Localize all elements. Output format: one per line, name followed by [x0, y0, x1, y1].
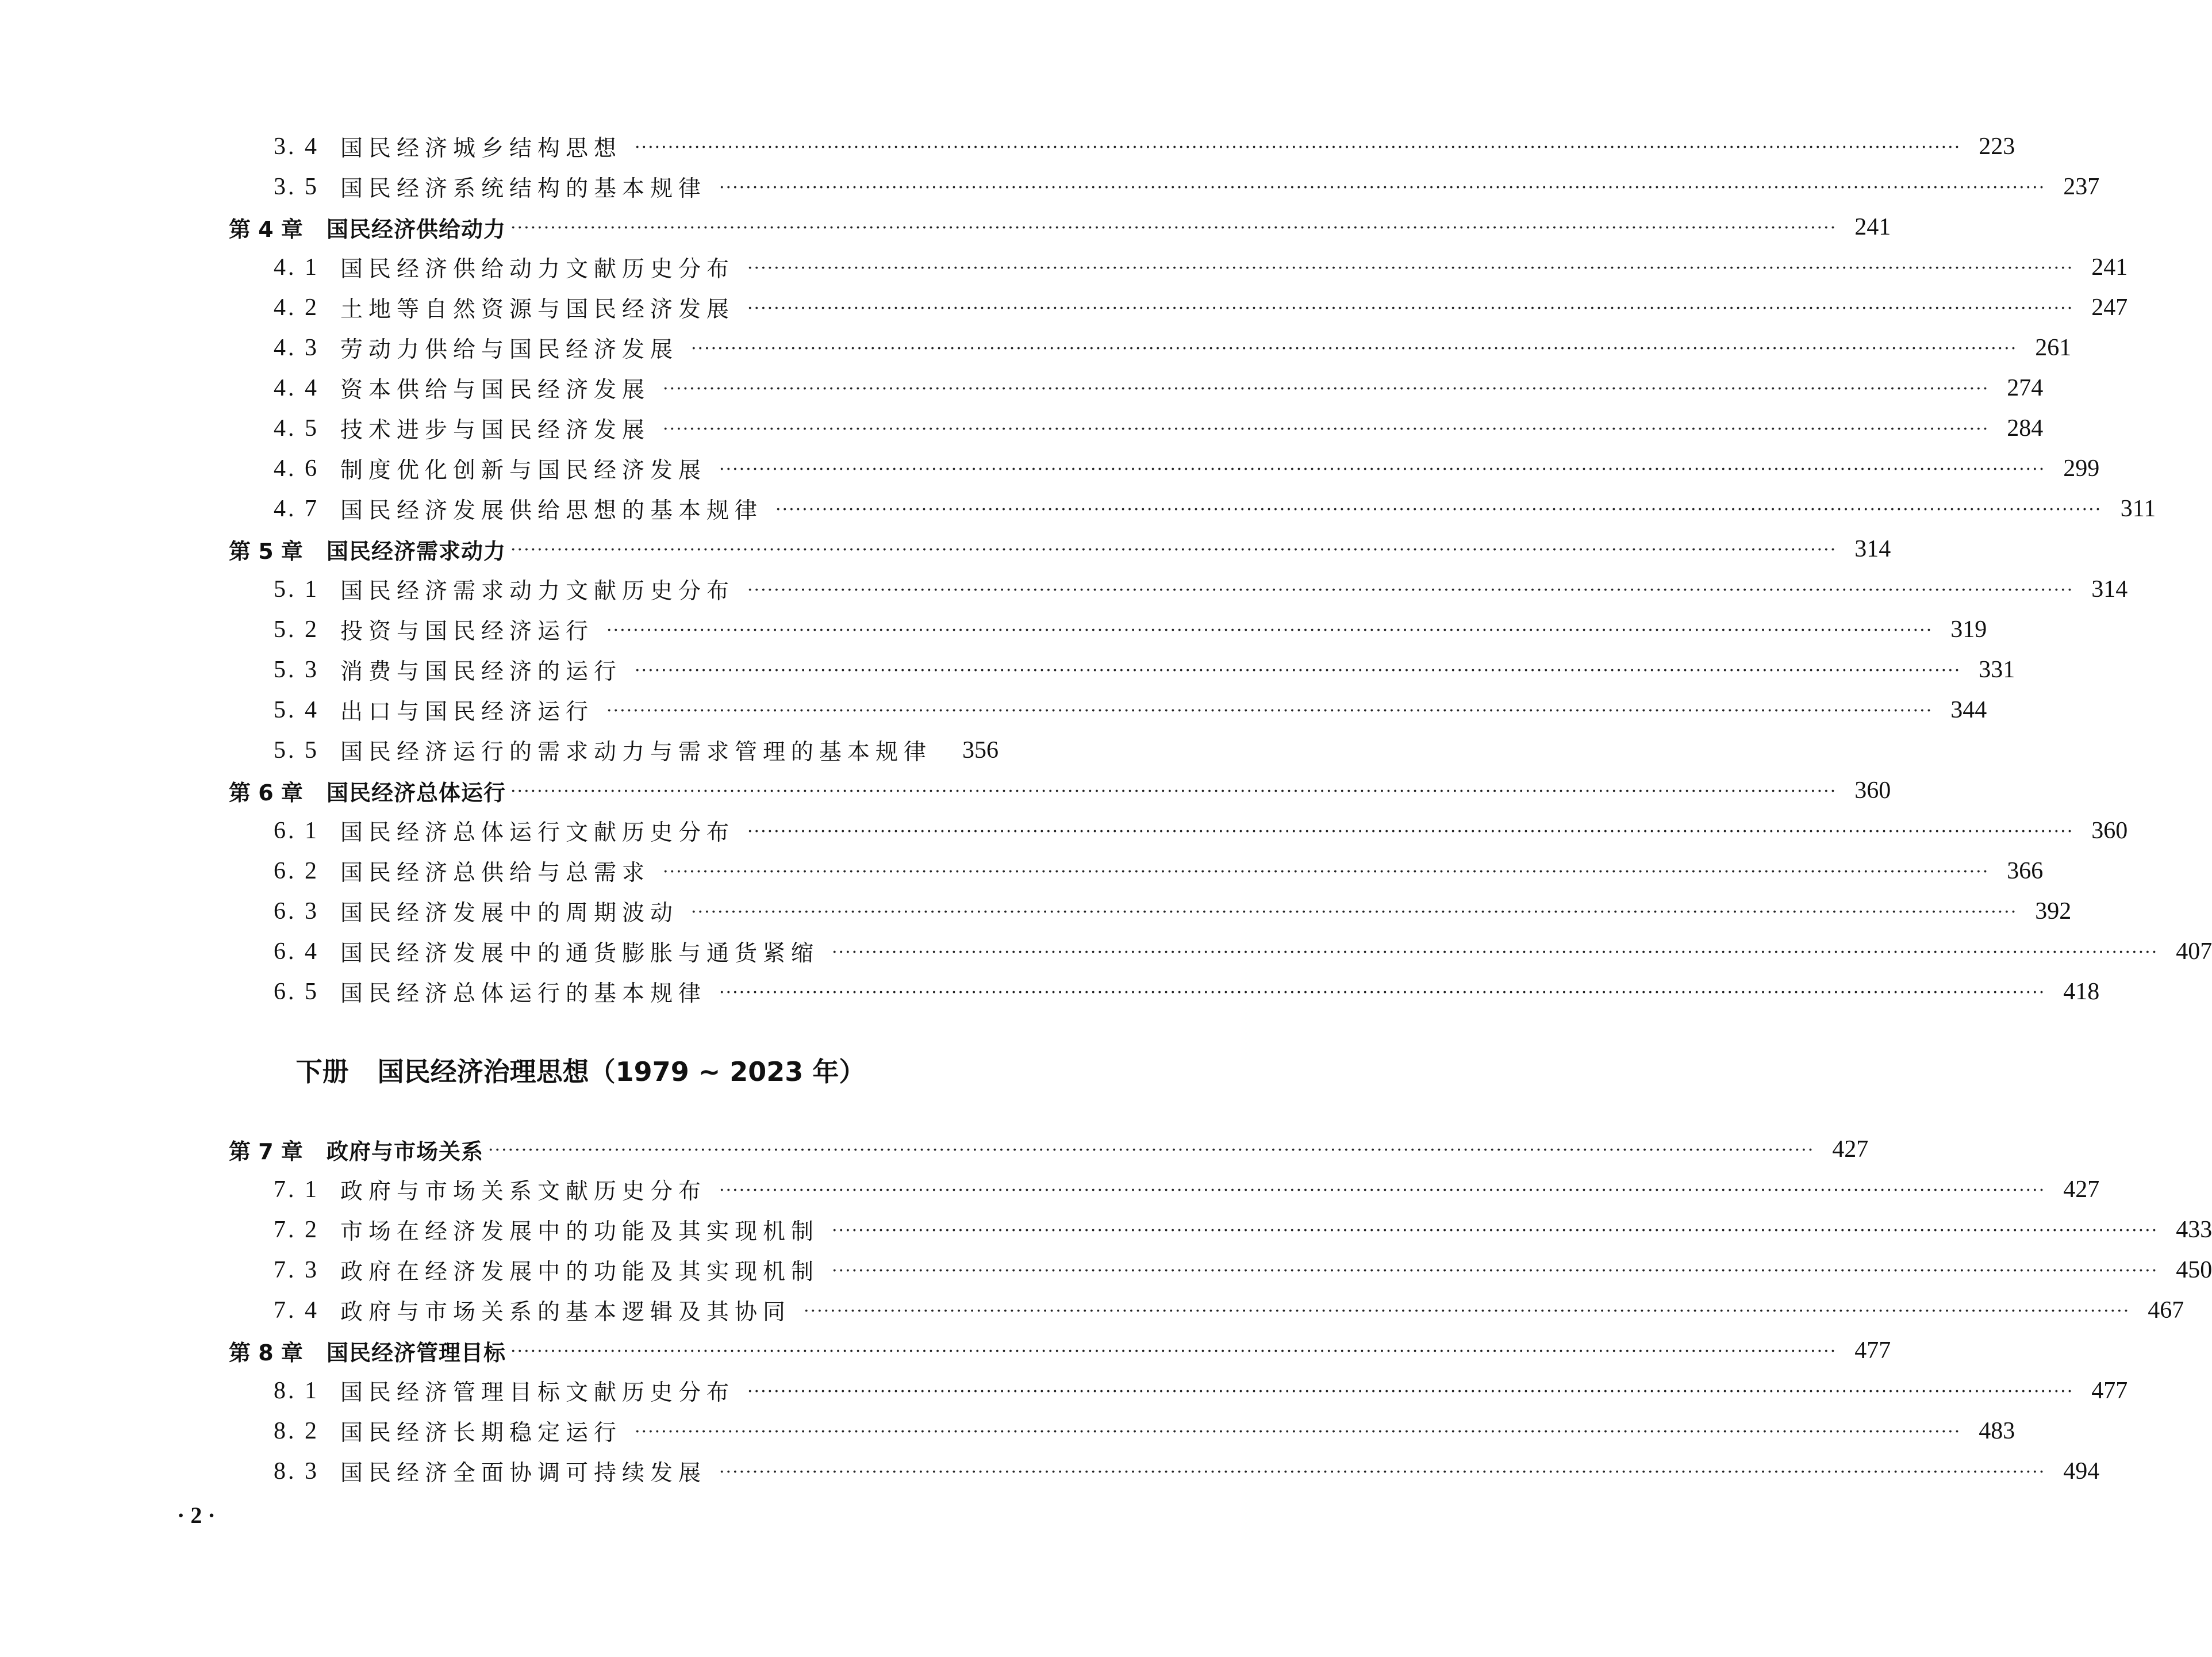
dot-leader: ········································································································································································································	[510, 218, 1837, 238]
toc-page-number: 494	[2063, 1458, 2100, 1485]
section-title: 资本供给与国民经济发展	[340, 377, 651, 403]
toc-page-number: 366	[2007, 858, 2044, 884]
section-number: 7. 1	[274, 1176, 319, 1203]
section-title: 国民经济需求动力文献历史分布	[340, 578, 735, 604]
toc-entry-label	[229, 1134, 483, 1165]
section-title: 国民经济运行的需求动力与需求管理的基本规律	[340, 739, 932, 765]
toc-entry-label	[229, 1455, 706, 1487]
section-title: 国民经济长期稳定运行	[340, 1420, 623, 1446]
dot-leader: ········································································································································································································	[747, 298, 2074, 319]
toc-page-number: 392	[2035, 898, 2072, 925]
dot-leader: ········································································································································································································	[663, 419, 1990, 439]
section-title: 投资与国民经济运行	[340, 619, 594, 645]
chapter-title: 国民经济需求动力	[327, 538, 506, 564]
toc-entry-label	[229, 935, 819, 968]
toc-entry-label	[229, 332, 678, 364]
toc-section-row[interactable]	[229, 448, 2100, 489]
dot-leader: ········································································································································································································	[488, 1140, 1815, 1160]
section-title: 国民经济总供给与总需求	[340, 860, 651, 886]
toc-entry-label	[229, 976, 706, 1008]
toc-chapter-row[interactable]	[229, 529, 1891, 569]
toc-page-number: 433	[2176, 1217, 2212, 1243]
section-number: 4. 6	[274, 455, 319, 482]
dot-leader: ········································································································································································································	[606, 620, 1933, 640]
section-title: 国民经济总体运行的基本规律	[340, 981, 707, 1007]
toc-entry-label	[229, 291, 735, 324]
toc-entry-label	[229, 1254, 819, 1286]
toc-section-row[interactable]	[229, 1210, 2212, 1250]
page-number: · 2 ·	[177, 1502, 216, 1528]
chapter-title: 国民经济总体运行	[327, 780, 506, 806]
toc-chapter-row[interactable]	[229, 1330, 1891, 1371]
toc-page-number: 284	[2007, 415, 2044, 442]
toc-page-number: 247	[2091, 294, 2128, 321]
dot-leader: ········································································································································································································	[719, 178, 2046, 198]
dot-leader: ········································································································································································································	[663, 862, 1990, 882]
section-number: 4. 3	[274, 335, 319, 361]
section-number: 6. 4	[274, 938, 319, 965]
toc-chapter-row[interactable]	[229, 1129, 1869, 1169]
toc-page-number: 331	[1979, 657, 2015, 683]
part-label: 下册	[295, 1056, 349, 1087]
part-heading	[0, 1051, 1161, 1089]
dot-leader: ········································································································································································································	[719, 1462, 2046, 1482]
toc-page-number: 311	[2120, 496, 2156, 522]
section-title: 国民经济管理目标文献历史分布	[340, 1380, 735, 1406]
toc-section-row[interactable]	[229, 1371, 2128, 1411]
toc-entry-label	[229, 534, 506, 565]
section-title: 国民经济全面协调可持续发展	[340, 1460, 707, 1486]
part-title: 国民经济治理思想（1979 ~ 2023 年）	[377, 1056, 866, 1087]
dot-leader: ········································································································································································································	[832, 942, 2159, 962]
toc-section-row[interactable]	[229, 1290, 2184, 1330]
toc-entry-label	[229, 1375, 735, 1407]
toc-page-number: 356	[962, 737, 999, 764]
toc-section-row[interactable]	[229, 690, 1987, 730]
section-number: 8. 1	[274, 1378, 319, 1404]
toc-entry-label	[229, 372, 650, 404]
toc-page-number: 237	[2063, 174, 2100, 200]
chapter-number: 第 4 章	[229, 216, 303, 242]
dot-leader: ········································································································································································································	[510, 540, 1837, 560]
toc-entry-label	[229, 171, 706, 203]
toc-section-row[interactable]	[229, 489, 2156, 529]
toc-page-number: 467	[2148, 1297, 2184, 1324]
dot-leader: ········································································································································································································	[747, 822, 2074, 842]
dot-leader: ········································································································································································································	[747, 580, 2074, 600]
toc-section-row[interactable]	[229, 1451, 2100, 1491]
dot-leader: ········································································································································································································	[747, 258, 2074, 278]
section-title: 国民经济发展中的通货膨胀与通货紧缩	[340, 941, 820, 966]
chapter-number: 第 5 章	[229, 538, 303, 564]
toc-entry-label	[229, 573, 735, 605]
dot-leader: ········································································································································································································	[510, 781, 1837, 801]
toc-entry-label	[229, 613, 594, 646]
toc-entry-label	[229, 1335, 506, 1367]
toc-page-number: 360	[2091, 818, 2128, 844]
toc-entry-label	[229, 493, 763, 525]
toc-chapter-row[interactable]	[229, 207, 1891, 247]
section-number: 8. 3	[274, 1458, 319, 1485]
section-number: 6. 3	[274, 898, 319, 925]
section-number: 4. 7	[274, 496, 319, 522]
toc-section-row[interactable]	[229, 408, 2044, 448]
section-number: 7. 3	[274, 1257, 319, 1283]
toc-section-row[interactable]	[229, 811, 2128, 851]
chapter-title: 国民经济管理目标	[327, 1340, 506, 1366]
toc-entry-label	[229, 855, 650, 887]
toc-entry-label	[229, 1173, 706, 1206]
section-number: 5. 5	[274, 737, 319, 764]
toc-page-number: 483	[1979, 1418, 2015, 1444]
dot-leader: ········································································································································································································	[747, 1382, 2074, 1402]
toc-section-row[interactable]	[229, 126, 2015, 167]
section-number: 4. 1	[274, 254, 319, 281]
toc-entry-label	[229, 1294, 791, 1326]
dot-leader: ········································································································································································································	[719, 983, 2046, 1003]
section-number: 5. 1	[274, 576, 319, 603]
toc-page-number: 261	[2035, 335, 2072, 361]
section-number: 4. 4	[274, 375, 319, 401]
toc-section-row[interactable]	[229, 931, 2212, 972]
section-number: 5. 3	[274, 657, 319, 683]
toc-page-number: 477	[1854, 1337, 1891, 1364]
section-number: 3. 4	[274, 133, 319, 160]
toc-page-number: 299	[2063, 455, 2100, 482]
toc-entry-label	[229, 1415, 622, 1447]
toc-entry-label	[229, 775, 506, 807]
toc-section-row[interactable]	[229, 1250, 2212, 1290]
section-title: 国民经济城乡结构思想	[340, 136, 623, 162]
toc-section-row[interactable]	[229, 569, 2128, 609]
section-title: 国民经济系统结构的基本规律	[340, 176, 707, 202]
section-title: 国民经济总体运行文献历史分布	[340, 820, 735, 846]
toc-entry-label	[229, 734, 932, 766]
toc-entry-label	[229, 212, 506, 243]
section-number: 6. 2	[274, 858, 319, 884]
toc-entry-label	[229, 251, 735, 283]
section-number: 4. 2	[274, 294, 319, 321]
section-number: 5. 2	[274, 616, 319, 643]
toc-section-row[interactable]	[229, 891, 2072, 931]
dot-leader: ········································································································································································································	[775, 500, 2102, 520]
section-title: 国民经济发展中的周期波动	[340, 900, 679, 926]
toc-page-number: 319	[1950, 616, 1987, 643]
toc-section-row[interactable]	[229, 1169, 2100, 1210]
chapter-number: 第 6 章	[229, 780, 303, 806]
toc-page-number: 407	[2176, 938, 2212, 965]
section-number: 4. 5	[274, 415, 319, 442]
toc-page-number: 360	[1854, 777, 1891, 804]
section-title: 出口与国民经济运行	[340, 699, 594, 725]
dot-leader: ········································································································································································································	[606, 701, 1933, 721]
dot-leader: ········································································································································································································	[635, 1422, 1961, 1442]
dot-leader: ········································································································································································································	[510, 1341, 1837, 1361]
toc-section-row[interactable]	[229, 167, 2100, 207]
dot-leader: ········································································································································································································	[832, 1261, 2159, 1281]
toc-page-number: 477	[2091, 1378, 2128, 1404]
dot-leader: ········································································································································································································	[719, 1180, 2046, 1200]
chapter-title: 政府与市场关系	[327, 1138, 484, 1164]
toc-section-row[interactable]	[229, 247, 2128, 287]
chapter-number: 第 7 章	[229, 1138, 303, 1164]
toc-entry-label	[229, 452, 706, 485]
toc-section-row[interactable]	[229, 650, 2015, 690]
toc-lower-list	[229, 1129, 2212, 1491]
toc-chapter-row[interactable]	[229, 770, 1891, 811]
toc-page-number: 274	[2007, 375, 2044, 401]
section-title: 市场在经济发展中的功能及其实现机制	[340, 1219, 820, 1245]
toc-section-row[interactable]	[229, 1411, 2015, 1451]
toc-entry-label	[229, 895, 678, 927]
dot-leader: ········································································································································································································	[691, 902, 2018, 922]
section-title: 国民经济发展供给思想的基本规律	[340, 498, 763, 524]
section-title: 国民经济供给动力文献历史分布	[340, 256, 735, 282]
toc-entry-label	[229, 694, 594, 726]
section-number: 6. 1	[274, 818, 319, 844]
toc-section-row[interactable]	[229, 328, 2072, 368]
section-number: 7. 4	[274, 1297, 319, 1324]
chapter-number: 第 8 章	[229, 1340, 303, 1366]
section-title: 政府在经济发展中的功能及其实现机制	[340, 1259, 820, 1285]
toc-page-number: 314	[2091, 576, 2128, 603]
section-title: 土地等自然资源与国民经济发展	[340, 297, 735, 323]
dot-leader: ········································································································································································································	[719, 459, 2046, 480]
toc-page-number: 223	[1979, 133, 2015, 160]
dot-leader: ········································································································································································································	[691, 339, 2018, 359]
toc-page-number: 241	[2091, 254, 2128, 281]
section-title: 政府与市场关系的基本逻辑及其协同	[340, 1299, 792, 1325]
toc-page-number: 450	[2176, 1257, 2212, 1283]
dot-leader: ········································································································································································································	[832, 1221, 2159, 1241]
section-title: 技术进步与国民经济发展	[340, 417, 651, 443]
toc-entry-label	[229, 1214, 819, 1246]
chapter-title: 国民经济供给动力	[327, 216, 506, 242]
section-number: 8. 2	[274, 1418, 319, 1444]
toc-entry-label	[229, 131, 622, 163]
toc-entry-label	[229, 815, 735, 847]
dot-leader: ········································································································································································································	[635, 137, 1961, 158]
toc-section-row[interactable]	[229, 368, 2044, 408]
dot-leader: ········································································································································································································	[635, 661, 1961, 681]
toc-section-row[interactable]	[229, 609, 1987, 650]
toc-page-number: 314	[1854, 536, 1891, 562]
toc-page-number: 427	[1832, 1136, 1869, 1163]
toc-section-row[interactable]	[229, 972, 2100, 1012]
toc-upper-list	[229, 126, 2212, 1012]
section-title: 劳动力供给与国民经济发展	[340, 337, 679, 363]
section-number: 3. 5	[274, 174, 319, 200]
toc-page-number: 418	[2063, 979, 2100, 1005]
section-title: 制度优化创新与国民经济发展	[340, 458, 707, 484]
section-number: 6. 5	[274, 979, 319, 1005]
toc-section-row[interactable]	[229, 851, 2044, 891]
section-title: 消费与国民经济的运行	[340, 659, 623, 685]
toc-page-number: 427	[2063, 1176, 2100, 1203]
section-number: 7. 2	[274, 1217, 319, 1243]
toc-entry-label	[229, 654, 622, 686]
section-number: 5. 4	[274, 697, 319, 723]
toc-section-row[interactable]	[229, 287, 2128, 328]
section-title: 政府与市场关系文献历史分布	[340, 1179, 707, 1205]
dot-leader: ········································································································································································································	[663, 379, 1990, 399]
toc-entry-label	[229, 412, 650, 444]
dot-leader: ········································································································································································································	[804, 1301, 2130, 1321]
toc-page-number: 241	[1854, 214, 1891, 240]
toc-page-number: 344	[1950, 697, 1987, 723]
toc-section-row[interactable]	[229, 730, 999, 770]
